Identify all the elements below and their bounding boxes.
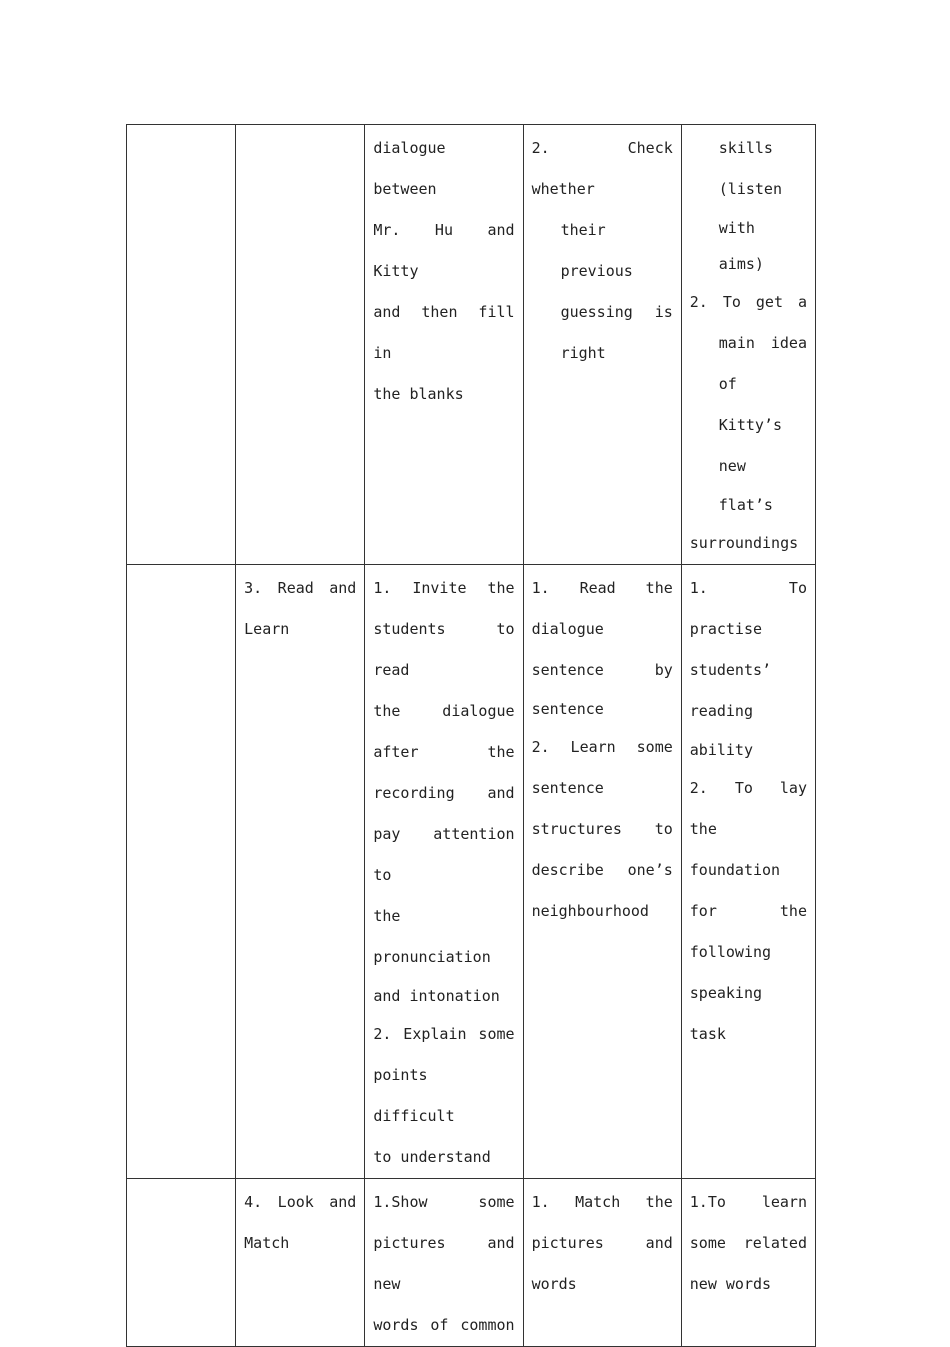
cell-line: sentence (531, 700, 604, 718)
procedure-cell (236, 125, 365, 565)
cell-line: the blanks (373, 385, 464, 403)
cell-line: 1.Show some (373, 1193, 515, 1211)
procedure-title: Learn (244, 620, 290, 638)
cell-line: students to read (373, 620, 515, 679)
cell-line: 1. Read the (531, 579, 673, 597)
cell-line: for the (689, 902, 807, 920)
cell-line: guessing is (560, 303, 673, 321)
cell-line: 2. Check whether (531, 139, 673, 198)
cell-line: to understand (373, 1148, 491, 1166)
table-row (127, 1179, 816, 1347)
cell-line: surroundings (689, 534, 799, 552)
table-row (127, 125, 816, 565)
cell-line: the dialogue (373, 702, 515, 720)
cell-line: new (718, 457, 746, 475)
cell-line: and intonation (373, 987, 500, 1005)
purpose-cell (681, 125, 815, 565)
cell-line: sentence by (531, 661, 673, 679)
student-activity-cell (523, 125, 681, 565)
cell-line: following (689, 943, 772, 961)
cell-line: structures to (531, 820, 673, 838)
cell-line: flat’s (718, 496, 773, 514)
procedure-cell (236, 565, 365, 1179)
cell-line: 2. To get a (689, 293, 807, 311)
cell-line: dialogue (531, 620, 604, 638)
cell-line: previous (560, 262, 633, 280)
purpose-cell (681, 565, 815, 1179)
cell-line: reading (689, 702, 753, 720)
procedure-cell (236, 1179, 365, 1347)
cell-line: words (531, 1275, 577, 1293)
cell-line: pay attention to (373, 825, 515, 884)
cell-line: 1. Match the (531, 1193, 673, 1211)
cell-line: 2. To lay the (689, 779, 807, 838)
cell-line: Kitty’s (718, 416, 782, 434)
cell-line: with aims) (718, 219, 764, 273)
cell-line: right (560, 344, 606, 362)
procedure-title: 3. Read and (244, 579, 357, 597)
procedure-title: 4. Look and (244, 1193, 357, 1211)
cell-line: (listen (718, 180, 782, 198)
cell-line: Mr. Hu and Kitty (373, 221, 515, 280)
cell-line: and then fill in (373, 303, 515, 362)
stage-cell (127, 565, 236, 1179)
cell-line: words of common (373, 1316, 515, 1334)
stage-cell (127, 125, 236, 565)
teacher-activity-cell (365, 1179, 523, 1347)
teacher-activity-cell (365, 125, 523, 565)
stage-cell (127, 1179, 236, 1347)
table-row (127, 565, 816, 1179)
cell-line: 1. To (689, 579, 807, 597)
cell-line: pronunciation (373, 948, 491, 966)
cell-line: main idea (718, 334, 807, 352)
student-activity-cell (523, 1179, 681, 1347)
cell-line: their (560, 221, 606, 239)
lesson-plan-table (126, 124, 816, 1347)
cell-line: practise (689, 620, 763, 638)
cell-line: dialogue between (373, 139, 446, 198)
cell-line: of (718, 375, 737, 393)
cell-line: neighbourhood (531, 902, 649, 920)
cell-line: students’ (689, 661, 772, 679)
cell-line: skills (718, 139, 773, 157)
cell-line: 1. Invite the (373, 579, 515, 597)
cell-line: recording and (373, 784, 515, 802)
cell-line: 1.To learn (689, 1193, 807, 1211)
cell-line: 2. Learn some (531, 738, 673, 756)
cell-line: pictures and new (373, 1234, 515, 1293)
cell-line: the (373, 907, 401, 925)
cell-line: sentence (531, 779, 604, 797)
teacher-activity-cell (365, 565, 523, 1179)
cell-line: points difficult (373, 1066, 455, 1125)
cell-line: new words (689, 1275, 772, 1293)
cell-line: after the (373, 743, 515, 761)
cell-line: pictures and (531, 1234, 673, 1252)
purpose-cell (681, 1179, 815, 1347)
cell-line: foundation (689, 861, 781, 879)
student-activity-cell (523, 565, 681, 1179)
cell-line: some related (689, 1234, 807, 1252)
cell-line: describe one’s (531, 861, 673, 879)
cell-line: speaking task (689, 984, 763, 1043)
cell-line: ability (689, 741, 753, 759)
procedure-title: Match (244, 1234, 290, 1252)
cell-line: 2. Explain some (373, 1025, 515, 1043)
